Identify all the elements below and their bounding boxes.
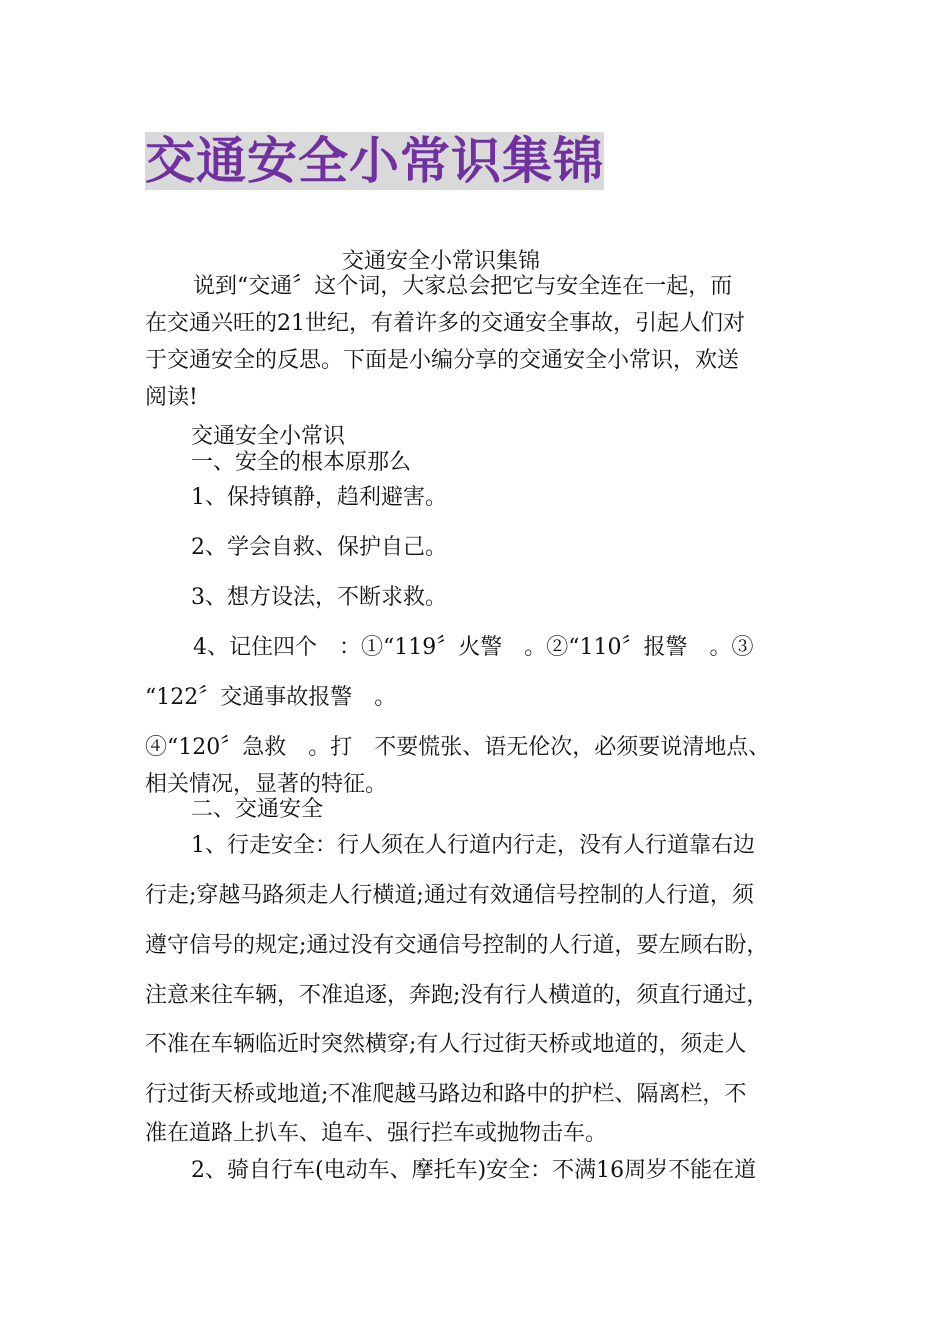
paragraph-line: 说到“交通〞这个词，大家总会把它与安全连在一起，而 — [193, 274, 733, 299]
paragraph-line: 注意来往车辆，不准追逐，奔跑;没有行人横道的，须直行通过， — [145, 983, 769, 1008]
paragraph-line: 行走;穿越马路须走人行横道;通过有效通信号控制的人行道，须 — [145, 883, 754, 908]
document-subtitle: 交通安全小常识集锦 — [342, 249, 541, 274]
section-heading: 二、交通安全 — [191, 797, 324, 822]
paragraph-line: 阅读! — [145, 385, 198, 410]
list-item: “122〞交通事故报警 。 — [145, 685, 397, 710]
paragraph-line: 不准在车辆临近时突然横穿;有人行过街天桥或地道的，须走人 — [145, 1032, 747, 1057]
section-heading: 交通安全小常识 — [191, 424, 346, 449]
document-title: 交通安全小常识集锦 — [145, 132, 604, 190]
paragraph-line: 遵守信号的规定;通过没有交通信号控制的人行道，要左顾右盼， — [145, 933, 769, 958]
paragraph-line: 于交通安全的反思。下面是小编分享的交通安全小常识，欢送 — [145, 348, 740, 373]
list-item: ④“120〞急救 。打 不要慌张、语无伦次，必须要说清地点、 — [145, 735, 771, 760]
paragraph-line: 准在道路上扒车、追车、强行拦车或抛物击车。 — [145, 1121, 608, 1146]
list-item: 3、想方设法，不断求救。 — [191, 585, 447, 610]
paragraph-line: 在交通兴旺的21世纪，有着许多的交通安全事故，引起人们对 — [145, 311, 745, 336]
paragraph-line: 2、骑自行车(电动车、摩托车)安全：不满16周岁不能在道 — [191, 1158, 757, 1183]
list-item: 相关情况，显著的特征。 — [145, 772, 388, 797]
list-item: 4、记住四个 ：①“119〞火警 。②“110〞报警 。③ — [193, 635, 754, 660]
list-item: 1、保持镇静，趋利避害。 — [191, 485, 447, 510]
paragraph-line: 行过街天桥或地道;不准爬越马路边和路中的护栏、隔离栏，不 — [145, 1082, 747, 1107]
section-heading: 一、安全的根本原那么 — [191, 450, 412, 475]
paragraph-line: 1、行走安全：行人须在人行道内行走，没有人行道靠右边 — [191, 833, 755, 858]
list-item: 2、学会自救、保护自己。 — [191, 535, 447, 560]
